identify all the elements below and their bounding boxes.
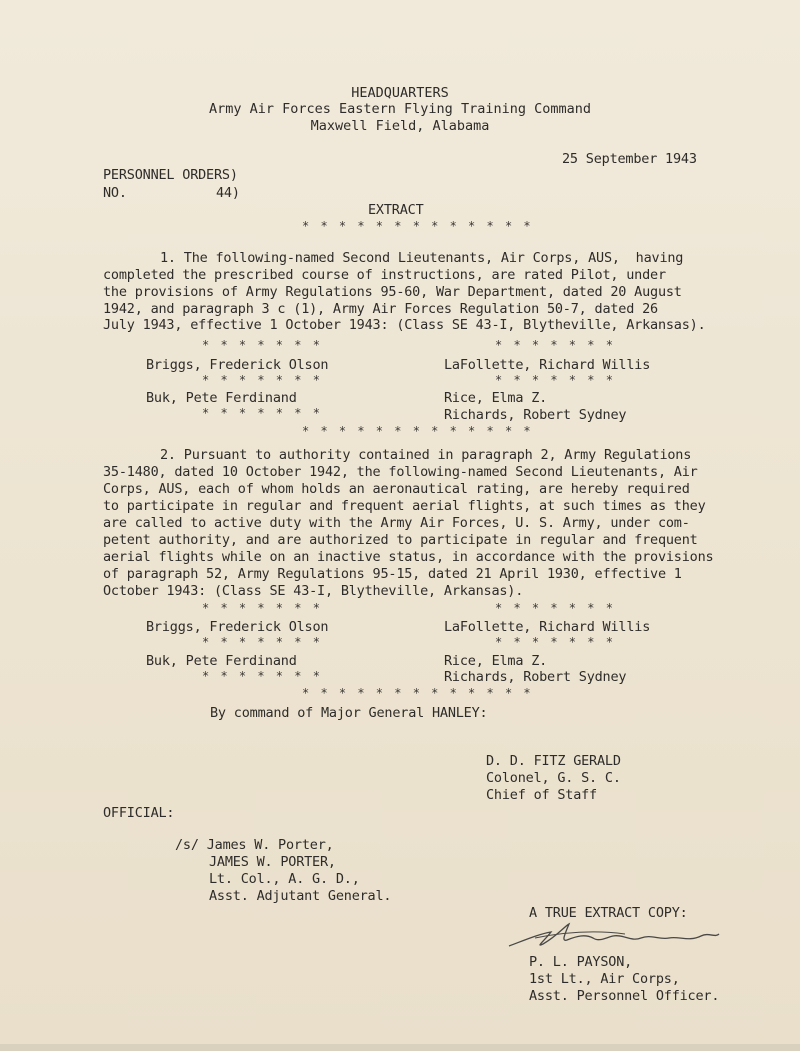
payson-title: Asst. Personnel Officer. [529, 988, 720, 1004]
para2-line: 35-1480, dated 10 October 1942, the following-named Second Lieutenants, Air [103, 464, 698, 480]
official-label: OFFICIAL: [103, 805, 175, 821]
orders-number: 44) [216, 185, 240, 201]
name-entry: Buk, Pete Ferdinand [146, 653, 297, 669]
true-copy-label: A TRUE EXTRACT COPY: [529, 905, 688, 921]
star-divider: * * * * * * * [202, 635, 322, 649]
chief-title: Chief of Staff [486, 787, 597, 803]
name-entry: LaFollette, Richard Willis [444, 619, 651, 635]
chief-rank: Colonel, G. S. C. [486, 770, 621, 786]
para2-line: Corps, AUS, each of whom holds an aeronautical rating, are hereby required [103, 481, 690, 497]
official-signature-line: /s/ James W. Porter, [175, 837, 334, 853]
name-entry: Buk, Pete Ferdinand [146, 390, 297, 406]
name-entry: Briggs, Frederick Olson [146, 357, 329, 373]
official-name: JAMES W. PORTER, [209, 854, 336, 870]
payson-name: P. L. PAYSON, [529, 954, 633, 970]
para2-line: are called to active duty with the Army Air Forces, U. S. Army, under com- [103, 515, 690, 531]
para1-line: the provisions of Army Regulations 95-60, War Department, dated 20 August [103, 284, 682, 300]
para2-line: to participate in regular and frequent aerial flights, at such times as they [103, 498, 706, 514]
para2-line: petent authority, and are authorized to participate in regular and frequent [103, 532, 698, 548]
star-divider: * * * * * * * [202, 373, 322, 387]
header-line-3: Maxwell Field, Alabama [310, 118, 490, 134]
official-title: Asst. Adjutant General. [209, 888, 392, 904]
para2-line: October 1943: (Class SE 43-I, Blytheville, Arkansas). [103, 583, 524, 599]
name-entry: Rice, Elma Z. [444, 390, 548, 406]
name-entry: Richards, Robert Sydney [444, 669, 627, 685]
para2-line: of paragraph 52, Army Regulations 95-15, dated 21 April 1930, effective 1 [103, 566, 682, 582]
star-divider: * * * * * * * [202, 406, 322, 420]
name-entry: LaFollette, Richard Willis [444, 357, 651, 373]
para1-line: 1942, and paragraph 3 c (1), Army Air Forces Regulation 50-7, dated 26 [103, 301, 658, 317]
star-divider: * * * * * * * * * * * * * [302, 424, 533, 438]
header-line-2: Army Air Forces Eastern Flying Training Command [208, 101, 591, 117]
orders-no-label: NO. [103, 185, 127, 201]
header-line-1: HEADQUARTERS [351, 85, 449, 101]
para1-line: 1. The following-named Second Lieutenants, Air Corps, AUS, having [160, 250, 684, 266]
extract-label: EXTRACT [368, 202, 424, 218]
star-divider: * * * * * * * [202, 338, 322, 352]
name-entry: Rice, Elma Z. [444, 653, 548, 669]
star-divider: * * * * * * * [202, 669, 322, 683]
official-rank: Lt. Col., A. G. D., [209, 871, 360, 887]
order-date: 25 September 1943 [562, 151, 697, 167]
para2-line: 2. Pursuant to authority contained in paragraph 2, Army Regulations [160, 447, 692, 463]
payson-rank: 1st Lt., Air Corps, [529, 971, 680, 987]
para1-line: July 1943, effective 1 October 1943: (Class SE 43-I, Blytheville, Arkansas). [103, 317, 706, 333]
name-entry: Richards, Robert Sydney [444, 407, 627, 423]
name-entry: Briggs, Frederick Olson [146, 619, 329, 635]
para1-line: completed the prescribed course of instructions, are rated Pilot, under [103, 267, 666, 283]
page-bottom-edge [0, 1044, 800, 1051]
chief-name: D. D. FITZ GERALD [486, 753, 621, 769]
handwritten-signature [505, 920, 725, 954]
star-divider: * * * * * * * [495, 635, 615, 649]
para2-line: aerial flights while on an inactive status, in accordance with the provisions [103, 549, 714, 565]
command-line: By command of Major General HANLEY: [210, 705, 488, 721]
star-divider: * * * * * * * [202, 601, 322, 615]
star-divider: * * * * * * * [495, 373, 615, 387]
star-divider: * * * * * * * [495, 338, 615, 352]
star-divider: * * * * * * * [495, 601, 615, 615]
orders-label: PERSONNEL ORDERS) [103, 167, 238, 183]
star-divider: * * * * * * * * * * * * * [302, 219, 533, 233]
star-divider: * * * * * * * * * * * * * [302, 686, 533, 700]
